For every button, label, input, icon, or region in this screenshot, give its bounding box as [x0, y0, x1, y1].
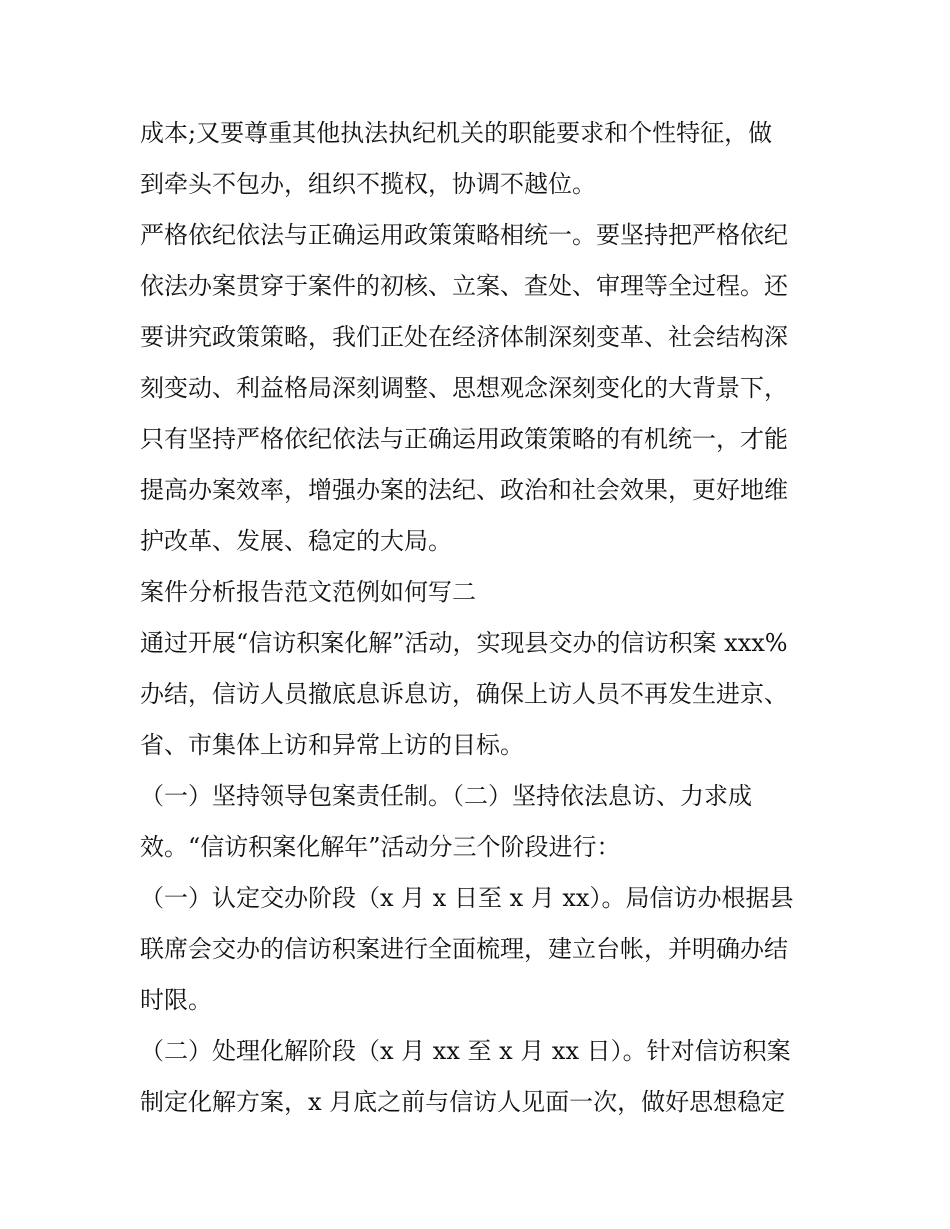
text-line: （一）坚持领导包案责任制。（二）坚持依法息访、力求成	[140, 782, 752, 810]
text-line: 联席会交办的信访积案进行全面梳理，建立台帐，并明确办结	[140, 935, 788, 963]
text-line: （二）处理化解阶段（x 月 xx 至 x 月 xx 日）。针对信访积案	[140, 1037, 791, 1065]
text-line: 只有坚持严格依纪依法与正确运用政策策略的有机统一，才能	[140, 425, 788, 453]
document-body	[140, 108, 820, 1128]
text-line: 效。“信访积案化解年”活动分三个阶段进行：	[140, 833, 621, 861]
text-line: 到牵头不包办，组织不揽权，协调不越位。	[140, 170, 596, 198]
text-line: 时限。	[140, 986, 212, 1014]
text-line: 护改革、发展、稳定的大局。	[140, 527, 452, 555]
text-line: 省、市集体上访和异常上访的目标。	[140, 731, 524, 759]
text-line: 成本;又要尊重其他执法执纪机关的职能要求和个性特征，做	[140, 119, 773, 147]
text-line: 刻变动、利益格局深刻调整、思想观念深刻变化的大背景下，	[140, 374, 788, 402]
text-line: 提高办案效率，增强办案的法纪、政治和社会效果，更好地维	[140, 476, 788, 504]
text-line: 严格依纪依法与正确运用政策策略相统一。要坚持把严格依纪	[140, 221, 788, 249]
text-line: 要讲究政策策略，我们正处在经济体制深刻变革、社会结构深	[140, 323, 788, 351]
section-heading: 案件分析报告范文范例如何写二	[140, 578, 476, 606]
text-line: 通过开展“信访积案化解”活动，实现县交办的信访积案 xxx%	[140, 629, 788, 657]
text-line: 依法办案贯穿于案件的初核、立案、查处、审理等全过程。还	[140, 272, 788, 300]
text-line: 制定化解方案，x 月底之前与信访人见面一次，做好思想稳定	[140, 1088, 786, 1116]
text-line: （一）认定交办阶段（x 月 x 日至 x 月 xx）。局信访办根据县	[140, 884, 794, 912]
text-line: 办结，信访人员撤底息诉息访，确保上访人员不再发生进京、	[140, 680, 788, 708]
